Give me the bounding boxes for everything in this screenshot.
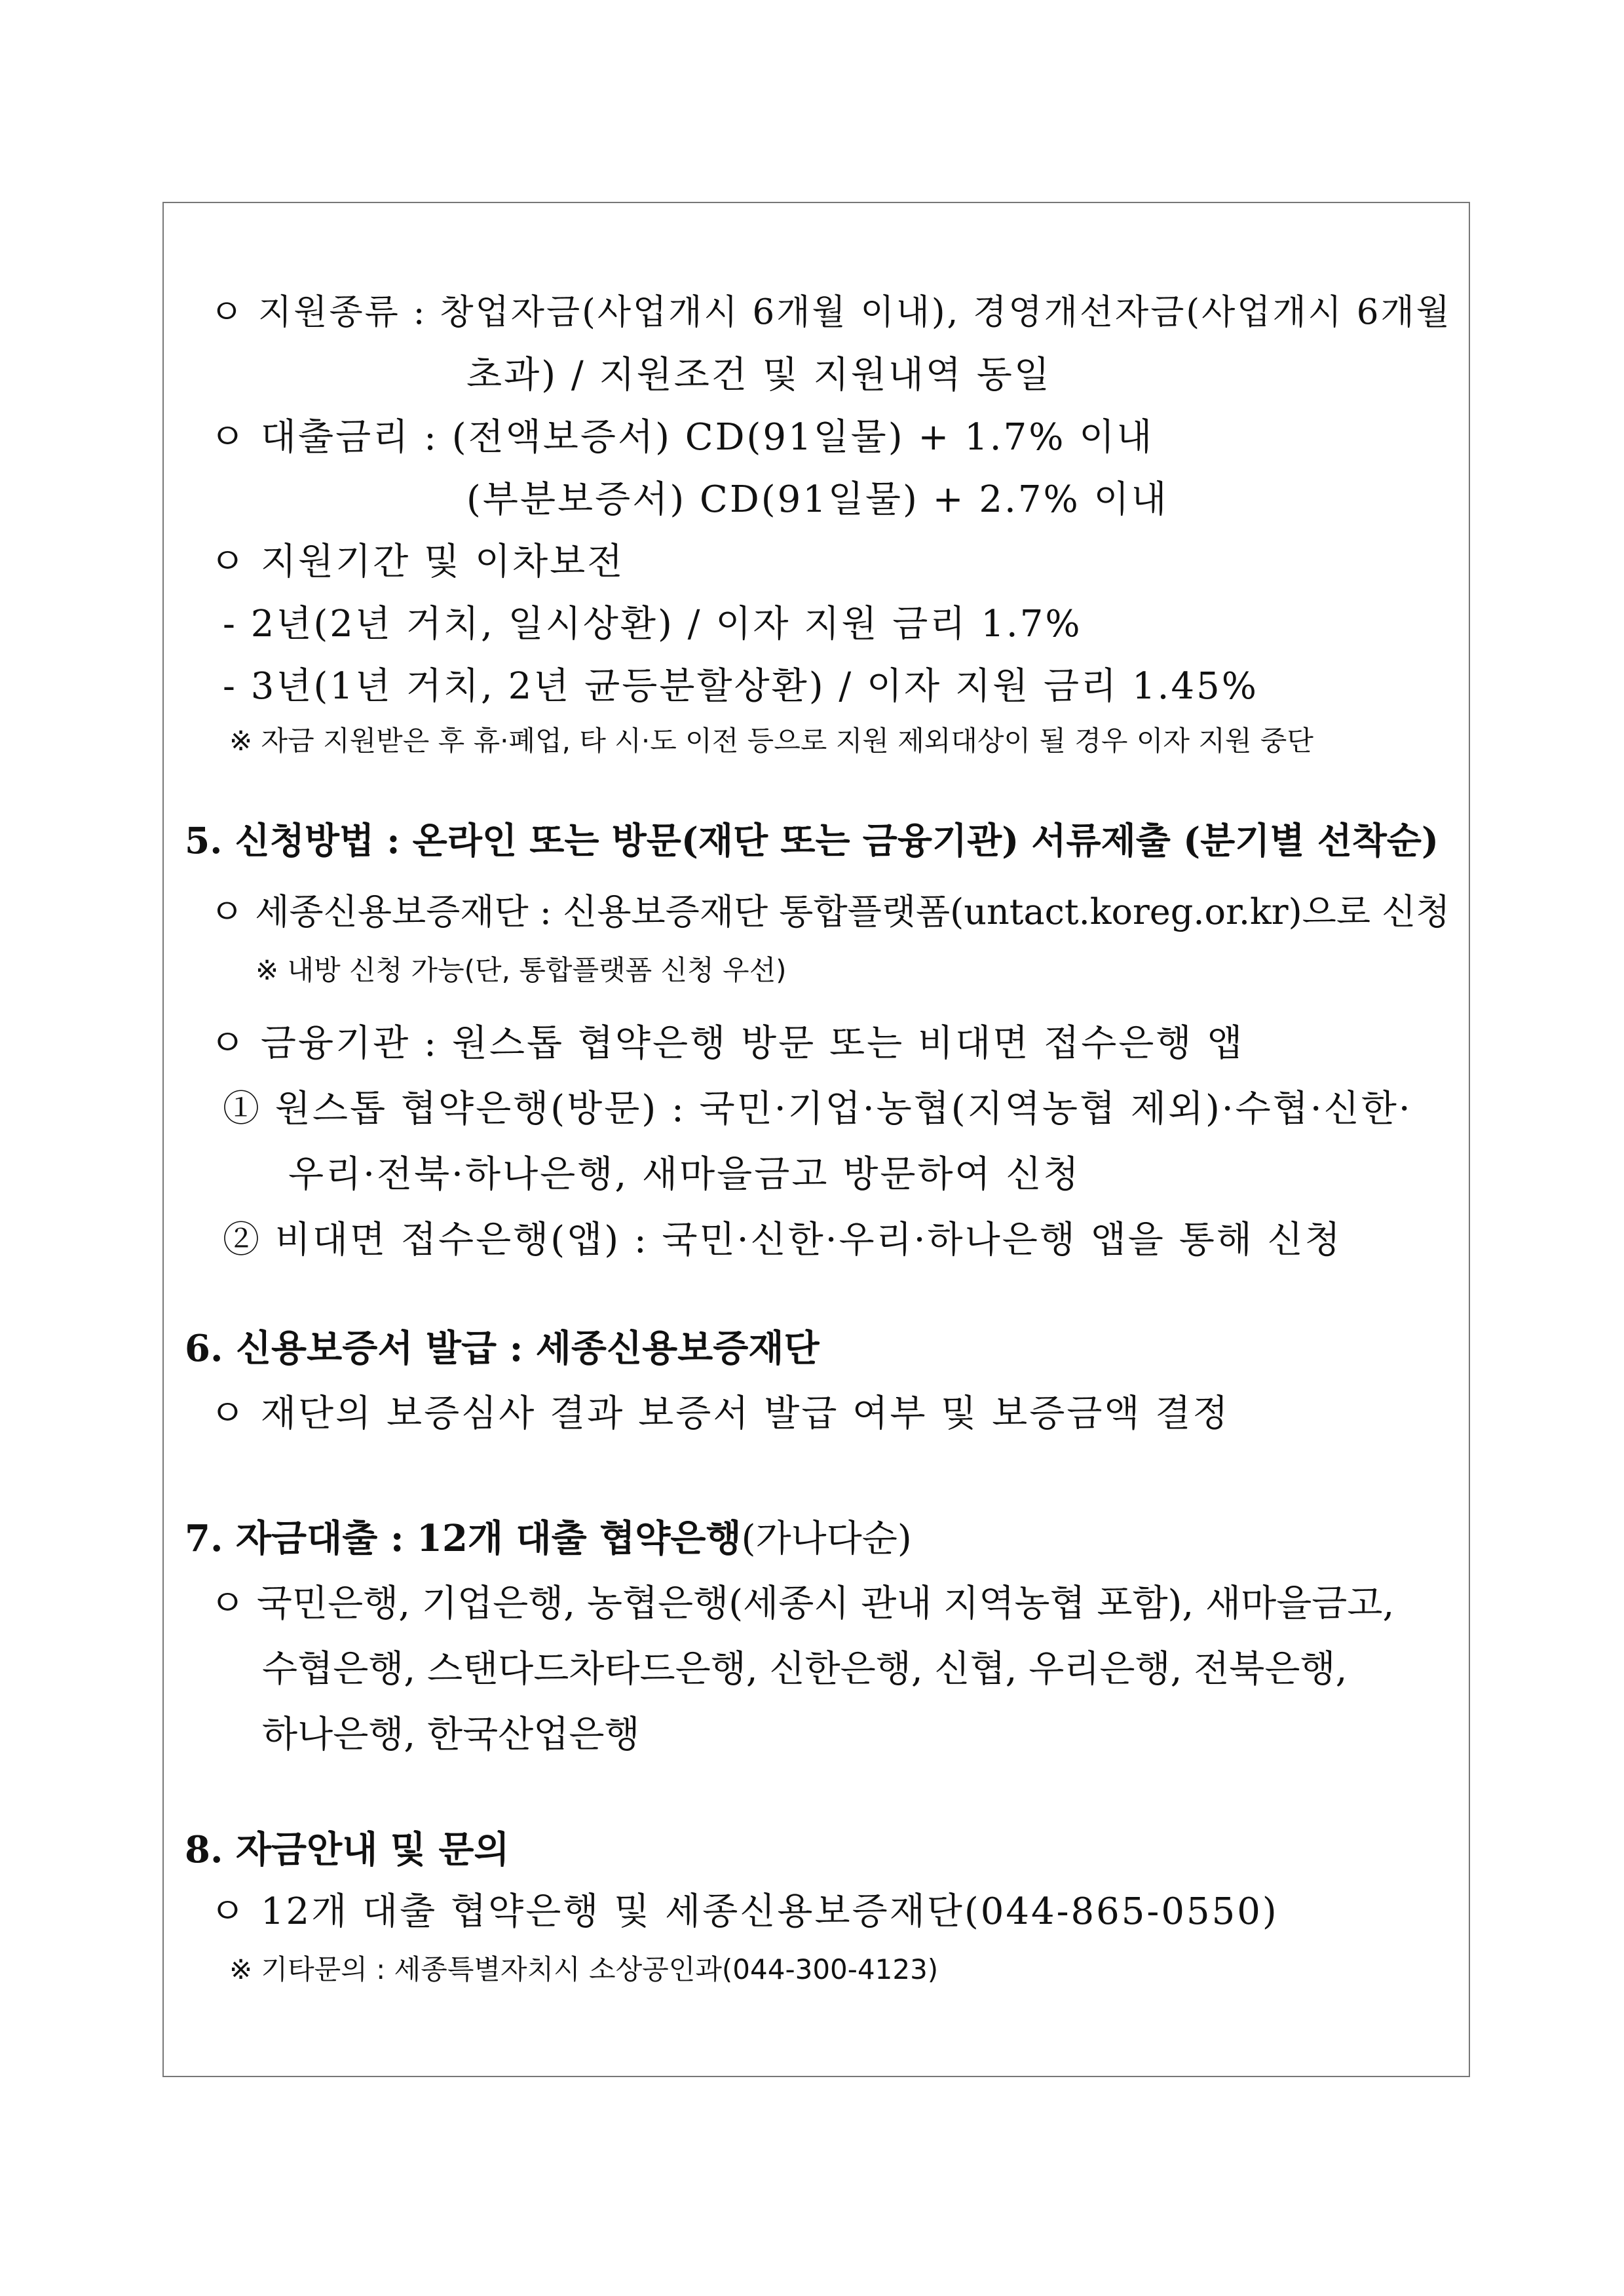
onestop-banks: ① 원스톱 협약은행(방문) : 국민·기업·농협(지역농협 제외)·수협·신한· xyxy=(223,1088,1412,1130)
section-6-heading: 6. 신용보증서 발급 : 세종신용보증재단 xyxy=(185,1327,820,1370)
support-period: ㅇ 지원기간 및 이차보전 xyxy=(210,541,625,583)
section-7-heading-suffix: (가나다순) xyxy=(741,1518,912,1560)
foundation-note: ※ 내방 신청 가능(단, 통합플랫폼 신청 우선) xyxy=(255,954,787,986)
foundation-apply: ㅇ 세종신용보증재단 : 신용보증재단 통합플랫폼(untact.koreg.or.kr)으로 신청 xyxy=(210,891,1450,932)
contactless-banks: ② 비대면 접수은행(앱) : 국민·신한·우리·하나은행 앱을 통해 신청 xyxy=(223,1219,1342,1261)
support-period-3y: - 3년(1년 거치, 2년 균등분할상환) / 이자 지원 금리 1.45% xyxy=(223,665,1258,708)
loan-rate-partial: (부분보증서) CD(91일물) + 2.7% 이내 xyxy=(466,478,1169,521)
section-7-heading-text: 7. 자금대출 : 12개 대출 협약은행 xyxy=(185,1517,742,1560)
section-7-heading xyxy=(185,1517,912,1560)
support-period-2y: - 2년(2년 거치, 일시상환) / 이자 지원 금리 1.7% xyxy=(223,603,1082,645)
inquiry-banks: ㅇ 12개 대출 협약은행 및 세종신용보증재단(044-865-0550) xyxy=(210,1890,1279,1933)
banks-line-2: 수협은행, 스탠다드차타드은행, 신한은행, 신협, 우리은행, 전북은행, xyxy=(262,1648,1348,1691)
loan-rate-full: ㅇ 대출금리 : (전액보증서) CD(91일물) + 1.7% 이내 xyxy=(210,416,1154,459)
section-5-heading: 5. 신청방법 : 온라인 또는 방문(재단 또는 금융기관) 서류제출 (분기별 선착순) xyxy=(185,819,1439,862)
support-note: ※ 자금 지원받은 후 휴·폐업, 타 시·도 이전 등으로 지원 제외대상이 될 경우 이자 지원 중단 xyxy=(229,725,1313,757)
inquiry-note: ※ 기타문의 : 세종특별자치시 소상공인과(044-300-4123) xyxy=(229,1953,939,1985)
support-kinds-cont: 초과) / 지원조건 및 지원내역 동일 xyxy=(466,354,1051,396)
section-8-heading: 8. 자금안내 및 문의 xyxy=(185,1828,510,1871)
financial-institutions: ㅇ 금융기관 : 원스톱 협약은행 방문 또는 비대면 접수은행 앱 xyxy=(210,1022,1245,1065)
guarantee-review: ㅇ 재단의 보증심사 결과 보증서 발급 여부 및 보증금액 결정 xyxy=(210,1392,1230,1435)
onestop-banks-cont: 우리·전북·하나은행, 새마을금고 방문하여 신청 xyxy=(288,1153,1081,1196)
banks-line-3: 하나은행, 한국산업은행 xyxy=(262,1713,640,1756)
banks-line-1: ㅇ 국민은행, 기업은행, 농협은행(세종시 관내 지역농협 포함), 새마을금고, xyxy=(210,1582,1395,1625)
support-kinds: ㅇ 지원종류 : 창업자금(사업개시 6개월 이내), 경영개선자금(사업개시 6개월 xyxy=(210,292,1452,332)
